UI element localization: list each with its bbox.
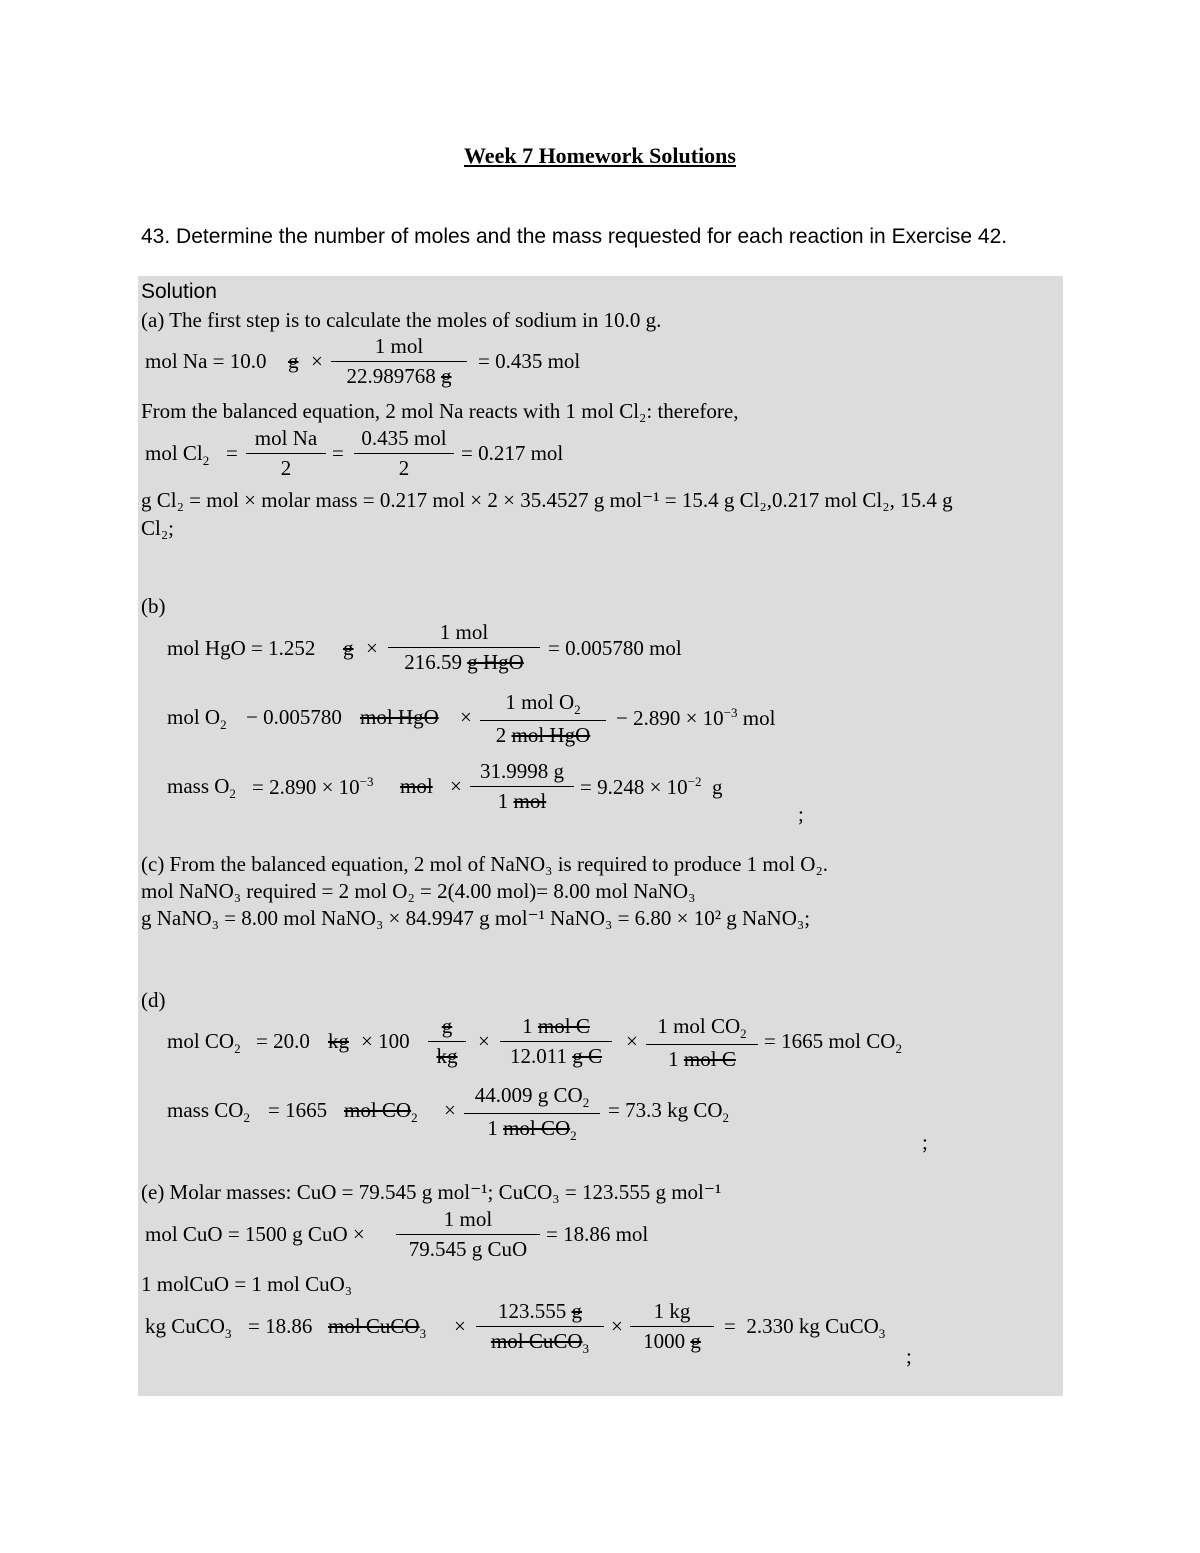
subscript: 2 [582, 1095, 590, 1111]
eq-lhs-text: mass O [167, 774, 230, 798]
part-d-label: (d) [141, 988, 166, 1012]
denominator [646, 1044, 758, 1072]
den-value: 1 [668, 1047, 679, 1072]
solution-box [138, 276, 1063, 1396]
part-e-intro: (e) Molar masses: CuO = 79.545 g mol⁻¹; CuCO₃ = 123.555 g mol⁻¹ [141, 1180, 722, 1204]
result-text: = 2.330 kg CuCO [724, 1314, 879, 1338]
numerator: 1 kg [653, 1299, 691, 1323]
times-sign: × 100 [361, 1029, 410, 1053]
subscript: 2 [722, 1110, 730, 1126]
part-e-line2: 1 molCuO = 1 mol CuO₃ [141, 1272, 353, 1296]
subscript: 3 [878, 1326, 886, 1342]
numerator: 0.435 mol [361, 426, 447, 450]
times-sign: × [611, 1314, 623, 1338]
fraction [388, 620, 540, 675]
denominator [480, 720, 606, 748]
exponent: −2 [687, 774, 702, 789]
cancelled-unit: kg [328, 1029, 349, 1053]
den-value: 22.989768 [346, 364, 436, 388]
cancelled-unit: mol CuCO [490, 1329, 583, 1353]
part-a-intro: (a) The first step is to calculate the moles of sodium in 10.0 g. [141, 308, 662, 332]
times-sign: × [626, 1029, 638, 1053]
eq-lhs-text: mol O [167, 705, 221, 729]
fraction [646, 1014, 758, 1072]
num-text: 44.009 g CO [474, 1083, 583, 1107]
eq-lhs [167, 1098, 250, 1126]
numerator [476, 1299, 604, 1326]
semicolon: ; [798, 802, 804, 826]
eq-lhs-text: kg CuCO [145, 1314, 225, 1338]
numerator [464, 1083, 600, 1113]
fraction [480, 690, 606, 748]
part-a-mass-line1: g Cl₂ = mol × molar mass = 0.217 mol × 2 × 35.4527 g mol⁻¹ = 15.4 g Cl₂,0.217 mol Cl₂, 15.4 g [141, 488, 953, 512]
num-text: 1 mol CO [657, 1014, 741, 1038]
eq-lhs [145, 1314, 231, 1342]
eq-lhs-text: mol Cl [145, 441, 203, 465]
eq-lhs [167, 1029, 241, 1057]
cancelled-unit [344, 1098, 418, 1126]
subscript: 2 [570, 1128, 577, 1144]
eq-middle: = 1665 [268, 1098, 328, 1122]
eq-middle: = 20.0 [256, 1029, 310, 1053]
numerator [480, 690, 606, 720]
eq-lhs [167, 774, 236, 802]
result-text: − 2.890 × 10 [616, 706, 724, 730]
solution-label: Solution [141, 280, 217, 303]
semicolon: ; [922, 1130, 928, 1154]
denominator [464, 1113, 600, 1144]
eq-lhs [145, 441, 209, 469]
eq-lhs: mol HgO = 1.252 [167, 636, 316, 660]
eq-result: = 0.217 mol [461, 441, 564, 465]
numerator: 1 mol [439, 620, 489, 644]
fraction [354, 426, 454, 481]
exponent: −3 [359, 774, 374, 789]
fraction [428, 1014, 466, 1069]
fraction [396, 1207, 540, 1262]
numerator: 1 mol [443, 1207, 493, 1231]
cancelled-unit: mol C [537, 1014, 590, 1038]
denominator: kg [428, 1041, 466, 1069]
cancelled-unit-text: mol CO [344, 1098, 412, 1122]
numerator: 31.9998 g [480, 759, 564, 783]
eq-lhs: mol Na = 10.0 [145, 349, 267, 373]
times-sign: × [311, 349, 323, 373]
eq-middle: = 18.86 [248, 1314, 313, 1338]
subscript: 2 [895, 1041, 902, 1057]
exponent: −3 [723, 705, 738, 720]
subscript: 2 [243, 1110, 250, 1126]
num-value: 123.555 [498, 1299, 567, 1323]
eq-middle [252, 774, 374, 800]
subscript: 2 [574, 702, 581, 718]
denominator [388, 647, 540, 675]
eq-result [580, 774, 723, 800]
result-unit: g [712, 775, 723, 799]
part-b-label: (b) [141, 594, 166, 618]
cancelled-unit: mol CO [503, 1116, 571, 1141]
denominator [331, 361, 467, 389]
part-c-line2: mol NaNO₃ required = 2 mol O₂ = 2(4.00 mol)= 8.00 mol NaNO₃ [141, 879, 696, 903]
cancelled-unit: mol HgO [511, 723, 591, 748]
denominator [630, 1326, 714, 1354]
numerator [646, 1014, 758, 1044]
cancelled-unit: g [571, 1299, 582, 1323]
cancelled-unit: mol [513, 789, 547, 813]
fraction [500, 1014, 612, 1069]
cancelled-unit: g HgO [467, 650, 524, 674]
fraction [331, 334, 467, 389]
denominator: 79.545 g CuO [396, 1234, 540, 1262]
cancelled-unit: mol C [683, 1047, 736, 1072]
cancelled-unit: g [690, 1329, 701, 1353]
equals-sign: = [332, 441, 344, 465]
den-value: 1000 [643, 1329, 686, 1353]
cancelled-unit [328, 1314, 426, 1342]
part-c-line3: g NaNO₃ = 8.00 mol NaNO₃ × 84.9947 g mol⁻¹ NaNO₃ = 6.80 × 10² g NaNO₃; [141, 906, 811, 930]
times-sign: × [454, 1314, 466, 1338]
cancelled-unit: g [343, 636, 354, 660]
eq-result [724, 1314, 885, 1342]
numerator [500, 1014, 612, 1041]
den-value: 2 [495, 723, 507, 748]
den-value: 12.011 [510, 1044, 567, 1068]
eq-result: = 0.435 mol [478, 349, 581, 373]
times-sign: × [444, 1098, 456, 1122]
num-value: 1 [522, 1014, 533, 1038]
numerator: mol Na [254, 426, 318, 450]
subscript: 2 [220, 717, 227, 733]
eq-result: = 18.86 mol [546, 1222, 649, 1246]
cancelled-unit: g [441, 364, 452, 388]
question-text: 43. Determine the number of moles and the mass requested for each reaction in Exercise 42. [141, 225, 1008, 248]
denominator [476, 1326, 604, 1357]
eq-result [764, 1029, 902, 1057]
subscript: 3 [419, 1326, 427, 1342]
result-text: = 1665 mol CO [764, 1029, 896, 1053]
eq-lhs-text: mass CO [167, 1098, 244, 1122]
result-text: = 9.248 × 10 [580, 775, 688, 799]
times-sign: × [478, 1029, 490, 1053]
denominator [500, 1041, 612, 1069]
eq-lhs-text: mol CO [167, 1029, 235, 1053]
times-sign: × [366, 636, 378, 660]
cancelled-unit: mol HgO [360, 705, 439, 729]
cancelled-unit-text: mol CuCO [328, 1314, 420, 1338]
times-sign: × [460, 705, 472, 729]
numerator: g [441, 1014, 453, 1038]
subscript: 3 [224, 1326, 232, 1342]
subscript: 2 [202, 453, 210, 469]
part-a-balanced-text: From the balanced equation, 2 mol Na reacts with 1 mol Cl₂: therefore, [141, 399, 739, 423]
cancelled-unit: mol [400, 774, 433, 798]
result-text: = 73.3 kg CO [608, 1098, 723, 1122]
subscript: 3 [582, 1341, 590, 1357]
result-unit: mol [742, 706, 776, 730]
page-title: Week 7 Homework Solutions [464, 143, 736, 168]
cancelled-unit: g C [572, 1044, 602, 1068]
num-text: 1 mol O [505, 690, 575, 714]
eq-lhs: mol CuO = 1500 g CuO × [145, 1222, 365, 1246]
den-value: 1 [487, 1116, 498, 1141]
subscript: 2 [740, 1026, 747, 1042]
cancelled-unit: g [288, 349, 299, 373]
fraction [476, 1299, 604, 1357]
denominator: 2 [246, 453, 326, 481]
fraction [246, 426, 326, 481]
subscript: 2 [229, 786, 236, 802]
times-sign: × [450, 774, 462, 798]
part-c-line1: (c) From the balanced equation, 2 mol of NaNO₃ is required to produce 1 mol O₂. [141, 852, 829, 876]
equals-sign: = [226, 441, 238, 465]
den-value: 1 [497, 789, 509, 813]
eq-middle: − 0.005780 [246, 705, 342, 729]
denominator [470, 786, 574, 814]
mid-text: = 2.890 × 10 [252, 775, 360, 799]
part-a-mass-line2: Cl₂; [141, 516, 174, 540]
den-value: 216.59 [404, 650, 462, 674]
subscript: 2 [234, 1041, 241, 1057]
semicolon: ; [906, 1344, 912, 1368]
fraction [630, 1299, 714, 1354]
eq-result: = 0.005780 mol [548, 636, 682, 660]
fraction [470, 759, 574, 814]
numerator: 1 mol [374, 334, 424, 358]
eq-lhs [167, 705, 227, 733]
fraction [464, 1083, 600, 1144]
eq-result [616, 705, 775, 731]
denominator: 2 [354, 453, 454, 481]
subscript: 2 [411, 1110, 418, 1126]
eq-result [608, 1098, 729, 1126]
